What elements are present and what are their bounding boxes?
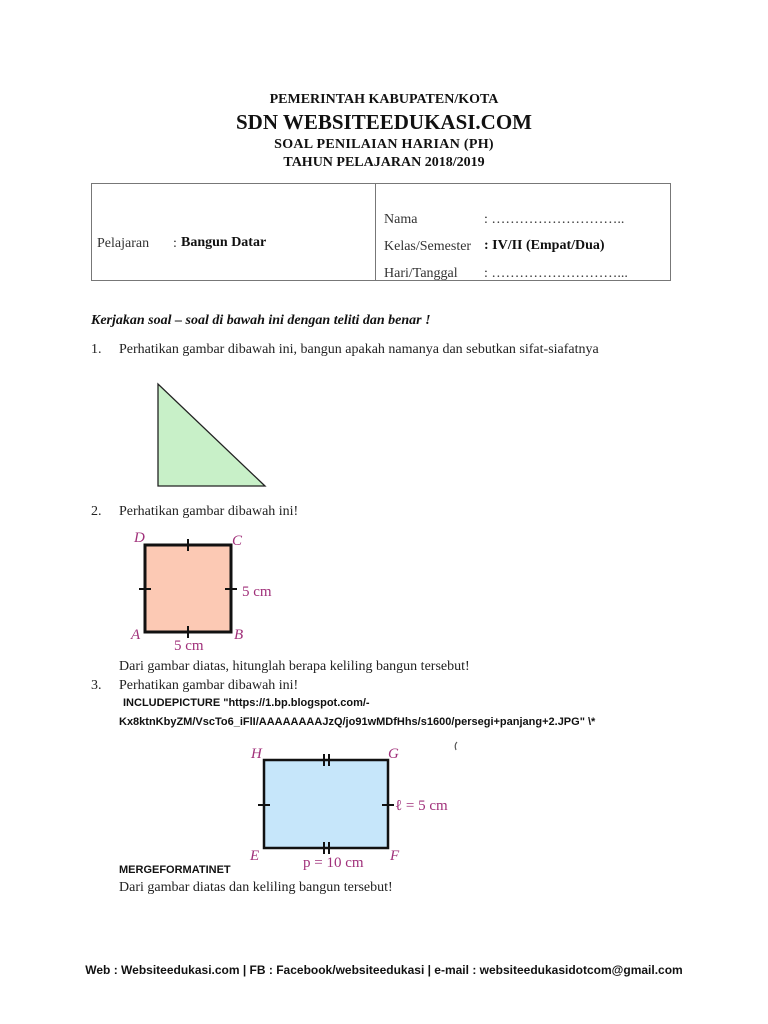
question-3-text: Perhatikan gambar dibawah ini! bbox=[119, 678, 299, 693]
pelajaran-separator: : bbox=[173, 236, 177, 251]
question-1-number: 1. bbox=[91, 342, 102, 357]
rectangle-figure bbox=[245, 740, 465, 872]
hari-value: : ………………………... bbox=[484, 266, 628, 281]
vertex-label-h: H bbox=[251, 746, 262, 762]
vertex-label-a: A bbox=[131, 627, 141, 643]
info-table-divider bbox=[375, 184, 376, 281]
kelas-value: : IV/II (Empat/Dua) bbox=[484, 238, 605, 253]
vertex-label-g: G bbox=[388, 746, 399, 762]
header-government: PEMERINTAH KABUPATEN/KOTA bbox=[269, 92, 499, 107]
triangle-figure bbox=[150, 378, 275, 493]
question-3-number: 3. bbox=[91, 678, 102, 693]
vertex-label-f: F bbox=[390, 848, 400, 864]
include-picture-field-line-1: INCLUDEPICTURE "https://1.bp.blogspot.com/- bbox=[123, 697, 370, 709]
header-school-name: SDN WEBSITEEDUKASI.COM bbox=[235, 110, 533, 134]
header-school-year: TAHUN PELAJARAN 2018/2019 bbox=[283, 155, 485, 170]
pelajaran-label: Pelajaran bbox=[97, 236, 150, 251]
side-label-right: 5 cm bbox=[242, 584, 272, 600]
include-picture-field-line-2: Kx8ktnKbyZM/VscTo6_iFlI/AAAAAAAAJzQ/jo91wMDfHhs/s1600/persegi+panjang+2.JPG" \* bbox=[119, 716, 596, 728]
instruction: Kerjakan soal – soal di bawah ini dengan teliti dan benar ! bbox=[91, 313, 431, 328]
rectangle-shape bbox=[264, 760, 388, 848]
nama-value: : ……………………….. bbox=[484, 212, 625, 227]
square-figure bbox=[128, 527, 288, 655]
pelajaran-value: Bangun Datar bbox=[181, 235, 267, 250]
vertex-label-e: E bbox=[250, 848, 260, 864]
vertex-label-c: C bbox=[232, 533, 243, 549]
side-label-bottom: 5 cm bbox=[174, 638, 204, 654]
kelas-label: Kelas/Semester bbox=[384, 239, 472, 254]
info-table bbox=[91, 183, 671, 281]
vertex-label-b: B bbox=[234, 627, 244, 643]
header-exam-title: SOAL PENILAIAN HARIAN (PH) bbox=[274, 137, 494, 152]
question-2-number: 2. bbox=[91, 504, 102, 519]
right-triangle bbox=[158, 384, 265, 486]
side-label-bottom: p = 10 cm bbox=[303, 855, 364, 871]
question-3-followup: Dari gambar diatas dan keliling bangun tersebut! bbox=[119, 880, 393, 895]
footer-contact: Web : Websiteedukasi.com | FB : Facebook/websiteedukasi | e-mail : websiteedukasidotcom@gmail.com bbox=[85, 963, 683, 977]
nama-label: Nama bbox=[384, 212, 418, 227]
question-1-text: Perhatikan gambar dibawah ini, bangun apakah namanya dan sebutkan sifat-siafatnya bbox=[119, 342, 599, 357]
side-label-right: ℓ = 5 cm bbox=[395, 798, 448, 814]
question-2-text: Perhatikan gambar dibawah ini! bbox=[119, 504, 299, 519]
hari-label: Hari/Tanggal bbox=[384, 266, 458, 281]
vertex-label-d: D bbox=[134, 530, 145, 546]
mergeformat-field: MERGEFORMATINET bbox=[119, 864, 231, 876]
square-shape bbox=[145, 545, 231, 632]
question-2-followup: Dari gambar diatas, hitunglah berapa keliling bangun tersebut! bbox=[119, 659, 470, 674]
